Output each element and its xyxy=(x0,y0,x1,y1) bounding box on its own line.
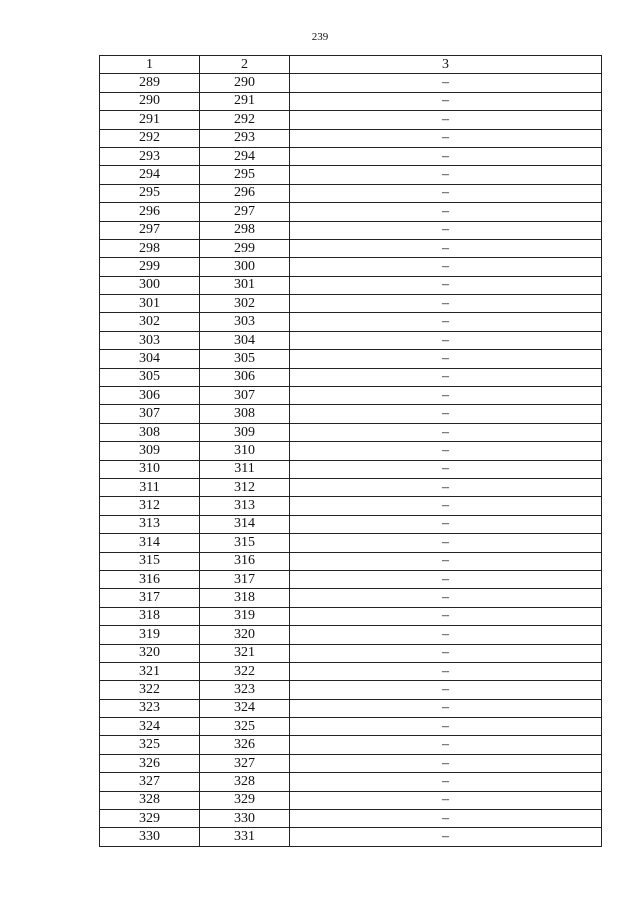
column-header-3: 3 xyxy=(290,56,602,74)
table-cell-value: 312 xyxy=(100,497,200,515)
table-cell-dash: – xyxy=(290,497,602,515)
page-number: 239 xyxy=(311,31,329,43)
table-row xyxy=(100,147,602,165)
table-cell-dash: – xyxy=(290,515,602,533)
table-cell-value: 306 xyxy=(100,387,200,405)
table-cell-value: 305 xyxy=(100,368,200,386)
table-row xyxy=(100,773,602,791)
table-cell-value: 325 xyxy=(100,736,200,754)
table-row xyxy=(100,662,602,680)
table-cell-value: 293 xyxy=(100,147,200,165)
table-cell-dash: – xyxy=(290,184,602,202)
table-cell-value: 294 xyxy=(200,147,290,165)
table-row xyxy=(100,552,602,570)
table-cell-value: 323 xyxy=(100,699,200,717)
table-cell-dash: – xyxy=(290,313,602,331)
table-cell-value: 313 xyxy=(200,497,290,515)
table-cell-value: 327 xyxy=(200,754,290,772)
table-row xyxy=(100,478,602,496)
table-cell-value: 330 xyxy=(200,810,290,828)
table-cell-dash: – xyxy=(290,147,602,165)
table-cell-value: 311 xyxy=(100,478,200,496)
table-cell-value: 298 xyxy=(200,221,290,239)
table-row xyxy=(100,239,602,257)
table-cell-value: 298 xyxy=(100,239,200,257)
table-row xyxy=(100,589,602,607)
table-body xyxy=(100,74,602,846)
table-cell-dash: – xyxy=(290,626,602,644)
table-row xyxy=(100,681,602,699)
table-cell-value: 316 xyxy=(100,570,200,588)
table-row xyxy=(100,810,602,828)
table-cell-value: 322 xyxy=(200,662,290,680)
table-row xyxy=(100,442,602,460)
table-cell-value: 297 xyxy=(200,203,290,221)
table-cell-dash: – xyxy=(290,442,602,460)
table-cell-dash: – xyxy=(290,405,602,423)
table-cell-value: 310 xyxy=(200,442,290,460)
table-cell-value: 317 xyxy=(200,570,290,588)
table-cell-value: 299 xyxy=(200,239,290,257)
table-row xyxy=(100,92,602,110)
table-cell-value: 303 xyxy=(200,313,290,331)
table-row xyxy=(100,295,602,313)
table-cell-value: 295 xyxy=(200,166,290,184)
table-row xyxy=(100,129,602,147)
table-cell-value: 289 xyxy=(100,74,200,92)
table-cell-value: 331 xyxy=(200,828,290,846)
table-cell-dash: – xyxy=(290,166,602,184)
table-cell-value: 301 xyxy=(200,276,290,294)
table-cell-dash: – xyxy=(290,129,602,147)
table-row xyxy=(100,258,602,276)
table-cell-value: 328 xyxy=(100,791,200,809)
table-cell-value: 320 xyxy=(100,644,200,662)
table-cell-value: 293 xyxy=(200,129,290,147)
table-cell-value: 294 xyxy=(100,166,200,184)
table-row xyxy=(100,607,602,625)
table-cell-dash: – xyxy=(290,718,602,736)
table-cell-value: 302 xyxy=(100,313,200,331)
table-cell-dash: – xyxy=(290,295,602,313)
table-cell-dash: – xyxy=(290,773,602,791)
table-row xyxy=(100,387,602,405)
table-cell-value: 315 xyxy=(200,534,290,552)
table-cell-value: 305 xyxy=(200,350,290,368)
table-cell-value: 296 xyxy=(100,203,200,221)
table-row xyxy=(100,570,602,588)
table-cell-value: 291 xyxy=(200,92,290,110)
table-cell-dash: – xyxy=(290,368,602,386)
table-cell-value: 311 xyxy=(200,460,290,478)
table-cell-value: 290 xyxy=(200,74,290,92)
table-header-row xyxy=(100,56,602,74)
table-cell-value: 316 xyxy=(200,552,290,570)
table-cell-value: 299 xyxy=(100,258,200,276)
table-cell-value: 318 xyxy=(100,607,200,625)
table-cell-value: 308 xyxy=(200,405,290,423)
table-cell-dash: – xyxy=(290,828,602,846)
table-row xyxy=(100,699,602,717)
table-cell-value: 297 xyxy=(100,221,200,239)
table-row xyxy=(100,184,602,202)
table-cell-value: 314 xyxy=(200,515,290,533)
table-row xyxy=(100,754,602,772)
table-cell-dash: – xyxy=(290,74,602,92)
table-cell-value: 321 xyxy=(100,662,200,680)
table-cell-value: 307 xyxy=(200,387,290,405)
table-cell-dash: – xyxy=(290,810,602,828)
table-cell-dash: – xyxy=(290,607,602,625)
table-cell-value: 318 xyxy=(200,589,290,607)
table-cell-value: 315 xyxy=(100,552,200,570)
table-cell-value: 290 xyxy=(100,92,200,110)
table-row xyxy=(100,313,602,331)
table-cell-value: 326 xyxy=(200,736,290,754)
table-cell-value: 309 xyxy=(100,442,200,460)
table-cell-dash: – xyxy=(290,534,602,552)
table-row xyxy=(100,166,602,184)
table-cell-value: 326 xyxy=(100,754,200,772)
table-row xyxy=(100,331,602,349)
table-cell-dash: – xyxy=(290,258,602,276)
table-cell-dash: – xyxy=(290,681,602,699)
table-cell-value: 323 xyxy=(200,681,290,699)
table-cell-value: 303 xyxy=(100,331,200,349)
table-cell-value: 292 xyxy=(100,129,200,147)
table-cell-value: 301 xyxy=(100,295,200,313)
table-cell-value: 329 xyxy=(200,791,290,809)
table-cell-value: 328 xyxy=(200,773,290,791)
table-row xyxy=(100,111,602,129)
table-cell-value: 320 xyxy=(200,626,290,644)
table-row xyxy=(100,405,602,423)
table-cell-dash: – xyxy=(290,791,602,809)
table-cell-value: 302 xyxy=(200,295,290,313)
table-cell-value: 324 xyxy=(200,699,290,717)
table-cell-value: 300 xyxy=(100,276,200,294)
column-header-1: 1 xyxy=(100,56,200,74)
table-cell-dash: – xyxy=(290,754,602,772)
table-row xyxy=(100,74,602,92)
table-cell-dash: – xyxy=(290,570,602,588)
table-cell-value: 312 xyxy=(200,478,290,496)
table-cell-value: 324 xyxy=(100,718,200,736)
table-cell-value: 314 xyxy=(100,534,200,552)
table-row xyxy=(100,276,602,294)
table-cell-dash: – xyxy=(290,589,602,607)
table-cell-dash: – xyxy=(290,552,602,570)
table-cell-value: 295 xyxy=(100,184,200,202)
table-cell-value: 310 xyxy=(100,460,200,478)
table-cell-value: 300 xyxy=(200,258,290,276)
table-row xyxy=(100,718,602,736)
table-cell-dash: – xyxy=(290,92,602,110)
table-row xyxy=(100,828,602,846)
column-header-2: 2 xyxy=(200,56,290,74)
table-cell-dash: – xyxy=(290,350,602,368)
table-cell-value: 317 xyxy=(100,589,200,607)
table-cell-value: 292 xyxy=(200,111,290,129)
table-row xyxy=(100,423,602,441)
table-row xyxy=(100,368,602,386)
table-cell-dash: – xyxy=(290,460,602,478)
table-cell-value: 296 xyxy=(200,184,290,202)
table-cell-dash: – xyxy=(290,699,602,717)
table-row xyxy=(100,221,602,239)
table-cell-dash: – xyxy=(290,203,602,221)
table-cell-value: 329 xyxy=(100,810,200,828)
table-row xyxy=(100,515,602,533)
table-row xyxy=(100,644,602,662)
table-cell-value: 330 xyxy=(100,828,200,846)
table-cell-dash: – xyxy=(290,736,602,754)
table-cell-value: 321 xyxy=(200,644,290,662)
table-cell-dash: – xyxy=(290,662,602,680)
table-cell-value: 309 xyxy=(200,423,290,441)
table-cell-dash: – xyxy=(290,239,602,257)
data-table xyxy=(99,55,602,847)
table-cell-value: 304 xyxy=(100,350,200,368)
table-row xyxy=(100,203,602,221)
table-cell-dash: – xyxy=(290,221,602,239)
table-row xyxy=(100,460,602,478)
table-cell-value: 322 xyxy=(100,681,200,699)
table-cell-dash: – xyxy=(290,331,602,349)
table-cell-value: 325 xyxy=(200,718,290,736)
table-cell-dash: – xyxy=(290,387,602,405)
table-cell-dash: – xyxy=(290,478,602,496)
table-cell-value: 308 xyxy=(100,423,200,441)
table-cell-value: 304 xyxy=(200,331,290,349)
table-cell-value: 327 xyxy=(100,773,200,791)
table-row xyxy=(100,791,602,809)
table-row xyxy=(100,736,602,754)
table-cell-dash: – xyxy=(290,276,602,294)
table-row xyxy=(100,350,602,368)
table-cell-value: 291 xyxy=(100,111,200,129)
table-cell-value: 319 xyxy=(100,626,200,644)
table-cell-value: 306 xyxy=(200,368,290,386)
table-cell-value: 313 xyxy=(100,515,200,533)
table-cell-dash: – xyxy=(290,111,602,129)
table-cell-value: 307 xyxy=(100,405,200,423)
table-cell-value: 319 xyxy=(200,607,290,625)
table-row xyxy=(100,497,602,515)
table-row xyxy=(100,534,602,552)
table-cell-dash: – xyxy=(290,423,602,441)
table-cell-dash: – xyxy=(290,644,602,662)
table-row xyxy=(100,626,602,644)
